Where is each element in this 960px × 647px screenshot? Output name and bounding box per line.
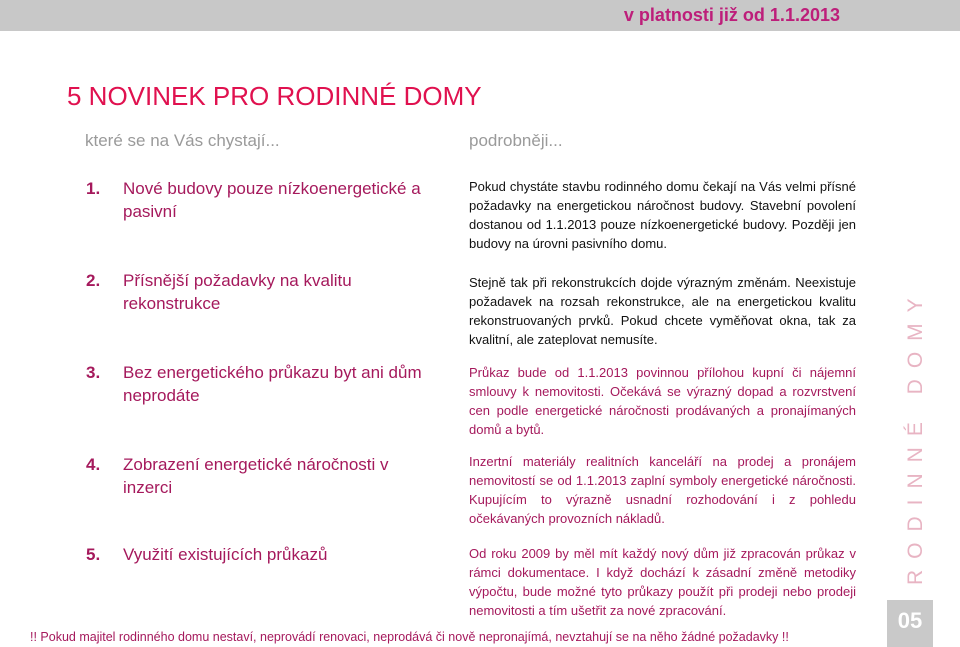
right-column-subtitle: podrobněji...	[469, 131, 563, 150]
item-title-2: Přísnější požadavky na kvalitu rekonstrukce	[123, 271, 352, 313]
item-title-1: Nové budovy pouze nízkoenergetické a pasivní	[123, 179, 421, 221]
item-number-5: 5.	[86, 545, 101, 564]
page-number-box	[887, 600, 933, 647]
page-title: 5 NOVINEK PRO RODINNÉ DOMY	[67, 81, 482, 111]
footer-note: !! Pokud majitel rodinného domu nestaví, neprovádí renovaci, neprodává či nově nepronajímá, nevztahují se na něho žádné požadavky !!	[30, 630, 789, 644]
side-label: RODINNÉ DOMY	[904, 287, 927, 585]
item-number-4: 4.	[86, 455, 101, 474]
item-description-1: Pokud chystáte stavbu rodinného domu čekají na Vás velmi přísné požadavky na energetickou náročnost budovy. Stavební povolení dostanou od 1.1.2013 pouze nízkoenergetické budovy. Později jen budovy na úrovni pasivního domu.	[469, 179, 856, 251]
item-title-3: Bez energetického průkazu byt ani dům neprodáte	[123, 363, 422, 405]
item-description-3: Průkaz bude od 1.1.2013 povinnou přílohou kupní či nájemní smlouvy k nemovitosti. Očekává se výrazný dopad a rozvrstvení cen podle energetické náročnosti prodávaných a pronajímaných domů a bytů.	[469, 365, 856, 437]
item-description-5: Od roku 2009 by měl mít každý nový dům již zpracován průkaz v rámci dokumentace. I když dochází k zásadní změně metodiky výpočtu, bude možné tyto průkazy použít při prodeji nebo prodeji nemovitosti a tím ušetřit za nové zpracování.	[469, 546, 856, 618]
item-description-4: Inzertní materiály realitních kanceláří na prodej a pronájem nemovitostí se od 1.1.2013 zaplní symboly energetické náročnosti. Kupujícím to výrazně usnadní rozhodování i z pohledu očekávaných provozních nákladů.	[469, 454, 856, 526]
page-number: 05	[897, 608, 923, 633]
header-bar	[0, 0, 960, 31]
left-column-subtitle: které se na Vás chystají...	[85, 131, 280, 150]
item-number-1: 1.	[86, 179, 101, 198]
item-title-4: Zobrazení energetické náročnosti v inzerci	[123, 455, 389, 497]
item-description-2: Stejně tak při rekonstrukcích dojde výrazným změnám. Neexistuje požadavek na rozsah rekonstrukce, ale na energetickou kvalitu rekonstruovaných prvků. Pokud chcete vyměňovat okna, tak za kvalitní, ale zateplovat nemusíte.	[469, 275, 856, 347]
item-number-3: 3.	[86, 363, 101, 382]
validity-note: v platnosti již od 1.1.2013	[623, 5, 840, 25]
item-title-5: Využití existujících průkazů	[123, 545, 328, 564]
item-number-2: 2.	[86, 271, 101, 290]
